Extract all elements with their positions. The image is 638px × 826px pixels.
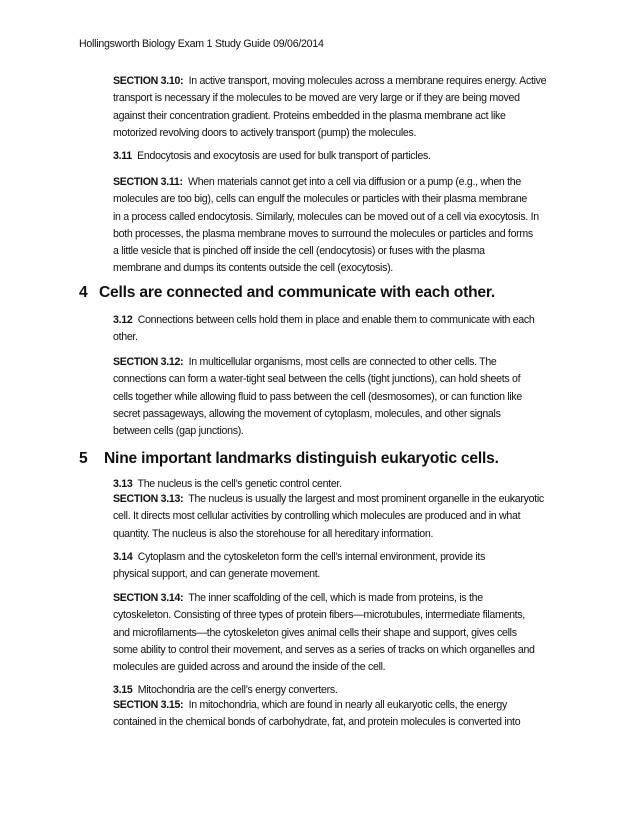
section-label: SECTION 3.13: bbox=[113, 493, 184, 505]
text-line: physical support, and can generate movement. bbox=[113, 568, 321, 581]
text-line bbox=[113, 491, 565, 508]
text-line: motorized revolving doors to actively transport (pump) the molecules. bbox=[113, 126, 417, 139]
heading-section-5 bbox=[79, 450, 499, 468]
text-line: in a process called endocytosis. Similarly, molecules can be moved out of a cell via exocytosis. In bbox=[113, 210, 539, 223]
text-line bbox=[113, 148, 565, 165]
heading-number: 5 bbox=[79, 450, 88, 467]
concept-3-12 bbox=[113, 312, 565, 347]
text-line: cytoskeleton. Consisting of three types of protein fibers—microtubules, intermediate filaments, bbox=[113, 609, 525, 622]
concept-label: 3.13 bbox=[113, 478, 133, 490]
text-line: contained in the chemical bonds of carbohydrate, fat, and protein molecules is converted into bbox=[113, 716, 521, 729]
concept-label: 3.11 bbox=[113, 150, 132, 162]
text: The nucleus is the cell’s genetic control center. bbox=[137, 478, 342, 490]
text: The inner scaffolding of the cell, which is made from proteins, is the bbox=[188, 592, 483, 604]
text: In active transport, moving molecules across a membrane requires energy. Active bbox=[188, 75, 547, 87]
text-line: connections can form a water-tight seal between the cells (tight junctions), can hold sheets of bbox=[113, 373, 521, 386]
section-label: SECTION 3.15: bbox=[113, 699, 184, 711]
text-line: cells together while allowing fluid to pass between the cell (desmosomes), or can function like bbox=[113, 390, 523, 403]
page-header: Hollingsworth Biology Exam 1 Study Guide 09/06/2014 bbox=[79, 38, 324, 50]
text-line: quantity. The nucleus is also the storehouse for all hereditary information. bbox=[113, 527, 434, 540]
text-line: other. bbox=[113, 331, 138, 344]
heading-text: Nine important landmarks distinguish eukaryotic cells. bbox=[104, 450, 499, 467]
concept-label: 3.15 bbox=[113, 684, 133, 696]
text-line: a little vesicle that is pinched off inside the cell (endocytosis) or fuses with the plasma bbox=[113, 245, 485, 258]
section-3-15-paragraph bbox=[113, 697, 565, 732]
text-line: and microfilaments—the cytoskeleton gives animal cells their shape and support, gives cells bbox=[113, 626, 517, 639]
concept-3-14 bbox=[113, 549, 565, 584]
text: The nucleus is usually the largest and most prominent organelle in the eukaryotic bbox=[188, 493, 544, 505]
section-3-10-paragraph bbox=[113, 73, 565, 142]
text: Connections between cells hold them in place and enable them to communicate with each bbox=[137, 314, 535, 326]
concept-3-11 bbox=[113, 148, 565, 165]
text: When materials cannot get into a cell via diffusion or a pump (e.g., when the bbox=[188, 176, 521, 188]
text-line: against their concentration gradient. Proteins embedded in the plasma membrane act like bbox=[113, 109, 506, 122]
text-line: secret passageways, allowing the movement of cytoplasm, molecules, and other signals bbox=[113, 407, 501, 420]
text-line: molecules are too big), cells can engulf the molecules or particles with their plasma membrane bbox=[113, 193, 528, 206]
text-line bbox=[113, 549, 565, 566]
text-line: molecules are guided across and around the inside of the cell. bbox=[113, 661, 386, 674]
text-line: some ability to control their movement, and serves as a series of tracks on which organelles and bbox=[113, 643, 535, 656]
text-line bbox=[113, 590, 565, 607]
text-line: between cells (gap junctions). bbox=[113, 425, 244, 438]
heading-text: Cells are connected and communicate with each other. bbox=[99, 284, 496, 301]
heading-number: 4 bbox=[79, 284, 88, 301]
text-line: cell. It directs most cellular activities by controlling which molecules are produced and in what bbox=[113, 510, 521, 523]
text-line bbox=[113, 354, 565, 371]
text-line bbox=[113, 697, 565, 714]
concept-label: 3.14 bbox=[113, 551, 133, 563]
text: In mitochondria, which are found in nearly all eukaryotic cells, the energy bbox=[188, 699, 508, 711]
text-line: both processes, the plasma membrane moves to surround the molecules or particles and forms bbox=[113, 227, 533, 240]
section-3-12-paragraph bbox=[113, 354, 565, 440]
text-line bbox=[113, 174, 565, 191]
concept-label: 3.12 bbox=[113, 314, 133, 326]
section-label: SECTION 3.10: bbox=[113, 75, 184, 87]
text: Mitochondria are the cell’s energy converters. bbox=[137, 684, 338, 696]
text-line: transport is necessary if the molecules to be moved are very large or if they are being moved bbox=[113, 92, 520, 105]
section-3-14-paragraph bbox=[113, 590, 565, 676]
text-line bbox=[113, 73, 565, 90]
text: Endocytosis and exocytosis are used for bulk transport of particles. bbox=[137, 150, 431, 162]
text: In multicellular organisms, most cells are connected to other cells. The bbox=[188, 356, 497, 368]
section-label: SECTION 3.14: bbox=[113, 592, 184, 604]
text: Cytoplasm and the cytoskeleton form the cell’s internal environment, provide its bbox=[137, 551, 486, 563]
text-line: membrane and dumps its contents outside the cell (exocytosis). bbox=[113, 262, 393, 275]
section-label: SECTION 3.12: bbox=[113, 356, 184, 368]
section-3-11-paragraph bbox=[113, 174, 565, 278]
section-label: SECTION 3.11: bbox=[113, 176, 183, 188]
text-line bbox=[113, 312, 565, 329]
section-3-13-paragraph bbox=[113, 491, 565, 543]
heading-section-4 bbox=[79, 284, 495, 302]
